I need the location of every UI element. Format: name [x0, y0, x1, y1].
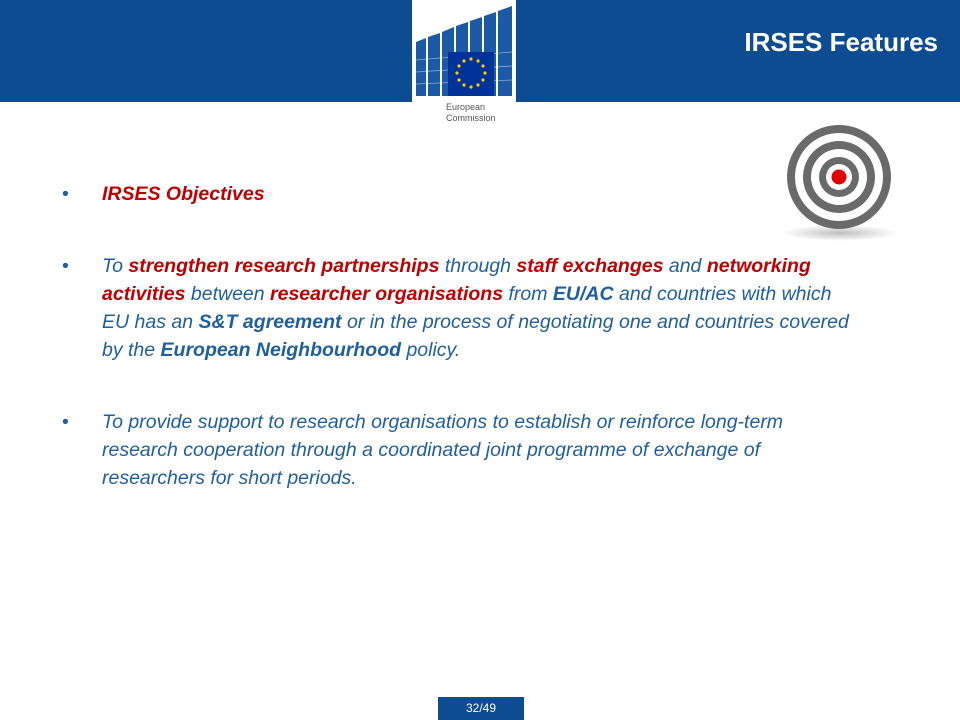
bullet-list: [62, 180, 862, 492]
segment: policy.: [401, 339, 461, 361]
segment-emphasis: European Neighbourhood: [160, 339, 402, 361]
bullet-partnerships: [62, 252, 862, 364]
bullet-marker: •: [62, 411, 69, 433]
bullet-objectives: [62, 180, 862, 208]
bullet-marker: •: [62, 255, 69, 277]
segment-highlight: researcher organisations: [270, 283, 504, 305]
bullet-text: To provide support to research organisations to establish or reinforce long-term research cooperation through a coordinated joint programme of exchange of researchers for short periods.: [102, 411, 784, 489]
bullet-support: [62, 408, 862, 492]
segment-highlight: networking activities: [102, 255, 811, 305]
segment: and: [663, 255, 707, 277]
segment: through: [439, 255, 517, 277]
segment: from: [503, 283, 553, 305]
segment-highlight: strengthen research partnerships: [128, 255, 440, 277]
segment: and countries with which EU has an: [102, 283, 832, 333]
segment-emphasis: S&T agreement: [198, 311, 342, 333]
bullet-marker: •: [62, 183, 69, 205]
logo-text-line2: Commission: [446, 113, 496, 123]
segment: or in the process of negotiating one and countries covered by the: [102, 311, 849, 361]
european-commission-logo: [412, 0, 516, 134]
segment: To: [102, 255, 129, 277]
slide-title: IRSES Features: [744, 27, 938, 57]
segment-emphasis: EU/AC: [552, 283, 614, 305]
segment: between: [185, 283, 271, 305]
logo-text-line1: European: [446, 102, 486, 112]
segment-highlight: staff exchanges: [516, 255, 664, 277]
bullet-heading: IRSES Objectives: [102, 183, 265, 205]
page-number: 32/49: [438, 697, 524, 720]
